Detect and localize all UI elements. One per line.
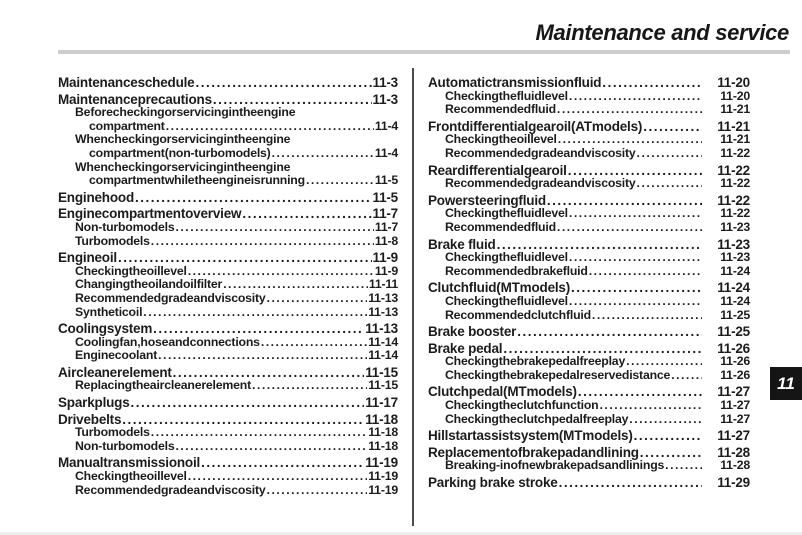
- leader-dots: [223, 278, 368, 292]
- leader-dots: [122, 413, 364, 427]
- toc-entry: [428, 459, 750, 473]
- leader-dots: [151, 235, 374, 249]
- toc-entry-label: Recommendedbrakefluid: [445, 263, 588, 278]
- toc-entry-label: Replacingtheaircleanerelement: [75, 378, 251, 393]
- leader-dots: [497, 238, 702, 252]
- toc-page-number: 11-27: [717, 384, 750, 400]
- leader-dots: [569, 295, 702, 309]
- toc-entry-label: Maintenanceschedule: [58, 75, 195, 90]
- leader-dots: [267, 484, 368, 498]
- leader-dots: [151, 426, 367, 440]
- toc-page-number: 11-25: [717, 324, 750, 340]
- toc-entry: [428, 221, 750, 235]
- toc-page-number: 11-7: [374, 219, 398, 234]
- toc-entry-label: Checkingthefluidlevel: [445, 293, 568, 308]
- toc-page-number: 11-23: [720, 250, 750, 265]
- toc-entry: [428, 194, 750, 208]
- leader-dots: [643, 120, 702, 134]
- toc-entry: [58, 349, 398, 363]
- leader-dots: [131, 396, 365, 410]
- toc-page-number: 11-22: [720, 206, 750, 221]
- leader-dots: [569, 251, 702, 265]
- toc-entry: [58, 336, 398, 350]
- leader-dots: [517, 325, 702, 339]
- toc-entry-label: Changingtheoilandoilfilter: [75, 277, 223, 292]
- toc-entry-label: Checkingthefluidlevel: [445, 88, 568, 103]
- leader-dots: [571, 281, 702, 295]
- toc-entry-label: Brake fluid: [428, 236, 496, 252]
- toc-entry-label: Recommendedfluid: [445, 219, 556, 234]
- leader-dots: [188, 470, 368, 484]
- toc-page-number: 11-4: [374, 118, 398, 133]
- leader-dots: [306, 174, 374, 188]
- leader-dots: [143, 306, 367, 320]
- toc-entry-label: Checkingthebrakepedalfreeplay: [445, 354, 626, 369]
- leader-dots: [665, 459, 702, 473]
- chapter-tab-11: 11: [770, 367, 802, 400]
- toc-entry: [428, 251, 750, 265]
- toc-entry-label: Coolingsystem: [58, 321, 153, 337]
- toc-entry: [428, 399, 750, 413]
- leader-dots: [153, 322, 364, 336]
- leader-dots: [267, 292, 368, 306]
- leader-dots: [558, 133, 702, 147]
- toc-page-number: 11-8: [374, 233, 398, 248]
- leader-dots: [118, 251, 372, 265]
- toc-entry: [428, 120, 750, 134]
- toc-entry-label: Enginehood: [58, 189, 134, 205]
- toc-entry: [58, 161, 398, 188]
- toc-page-number: 11-11: [368, 277, 398, 292]
- leader-dots: [671, 369, 702, 383]
- toc-entry-label: Enginecoolant: [75, 348, 158, 363]
- toc-entry-label: Whencheckingorservicingintheengine: [75, 159, 291, 174]
- leader-dots: [559, 476, 702, 490]
- toc-entry-label: Hillstartassistsystem(MTmodels): [428, 428, 633, 444]
- toc-entry-label: Recommendedgradeandviscosity: [75, 290, 266, 305]
- toc-page-number: 11-26: [720, 367, 750, 382]
- toc-entry-label: Brake booster: [428, 324, 517, 340]
- page-title: Maintenance and service: [535, 20, 789, 45]
- leader-dots: [242, 207, 371, 221]
- toc-entry-label: Coolingfan,hoseandconnections: [75, 334, 260, 349]
- toc-entry-label: compartment(non-turbomodels): [89, 145, 271, 160]
- toc-page-number: 11-17: [365, 395, 398, 411]
- toc-entry-label: Checkingthebrakepedalreservedistance: [445, 367, 671, 382]
- leader-dots: [602, 76, 702, 90]
- leader-dots: [600, 399, 703, 413]
- leader-dots: [213, 93, 372, 107]
- toc-entry-label: Engineoil: [58, 250, 117, 266]
- toc-page-number: 11-3: [372, 91, 398, 107]
- toc-page-number: 11-28: [720, 458, 750, 473]
- toc-entry-label: Automatictransmissionfluid: [428, 75, 602, 90]
- leader-dots: [201, 456, 364, 470]
- toc-entry-label: Replacementofbrakepadandlining: [428, 444, 639, 460]
- toc-column-right: [428, 76, 750, 490]
- toc-entry-label: Clutchpedal(MTmodels): [428, 384, 577, 400]
- leader-dots: [568, 164, 702, 178]
- toc-entry: [428, 76, 750, 90]
- toc-entry: [58, 278, 398, 292]
- toc-entry: [428, 342, 750, 356]
- toc-page-number: 11-5: [372, 189, 398, 205]
- toc-entry: [428, 238, 750, 252]
- toc-entry: [58, 235, 398, 249]
- toc-page-number: 11-20: [720, 88, 750, 103]
- leader-dots: [578, 385, 702, 399]
- leader-dots: [196, 76, 372, 90]
- toc-entry-label: Sparkplugs: [58, 395, 130, 411]
- toc-entry-label: Clutchfluid(MTmodels): [428, 280, 571, 296]
- leader-dots: [629, 413, 702, 427]
- toc-page-number: 11-27: [720, 398, 750, 413]
- toc-page-number: 11-21: [717, 118, 750, 134]
- toc-page-number: 11-9: [374, 263, 398, 278]
- toc-entry-label: Non-turbomodels: [75, 219, 175, 234]
- toc-entry: [428, 325, 750, 339]
- toc-page-number: 11-23: [717, 236, 750, 252]
- leader-dots: [640, 446, 702, 460]
- toc-entry: [428, 207, 750, 221]
- toc-page-number: 11-21: [720, 102, 750, 117]
- leader-dots: [589, 265, 702, 279]
- leader-dots: [634, 429, 702, 443]
- leader-dots: [626, 355, 702, 369]
- toc-page-number: 11-19: [365, 455, 398, 471]
- toc-entry: [58, 292, 398, 306]
- leader-dots: [261, 336, 367, 350]
- toc-page-number: 11-14: [368, 348, 398, 363]
- toc-entry: [58, 251, 398, 265]
- toc-entry: [58, 265, 398, 279]
- toc-page-number: 11-21: [720, 132, 750, 147]
- toc-entry: [58, 484, 398, 498]
- toc-page-number: 11-19: [368, 469, 398, 484]
- toc-page-number: 11-13: [365, 321, 398, 337]
- toc-entry-label: Reardifferentialgearoil: [428, 162, 567, 178]
- leader-dots: [175, 221, 373, 235]
- toc-page-number: 11-24: [717, 280, 750, 296]
- leader-dots: [592, 309, 702, 323]
- toc-entry-label: Syntheticoil: [75, 304, 143, 319]
- toc-entry-label: Frontdifferentialgearoil(ATmodels): [428, 118, 643, 134]
- toc-page-number: 11-5: [374, 173, 398, 188]
- toc-page-number: 11-26: [720, 354, 750, 369]
- toc-entry-label: Checkingtheoillevel: [445, 132, 557, 147]
- toc-entry: [428, 177, 750, 191]
- toc-page-number: 11-27: [717, 428, 750, 444]
- toc-page-number: 11-9: [372, 250, 398, 266]
- toc-entry: [428, 90, 750, 104]
- toc-entry-label: Breaking-inofnewbrakepadsandlinings: [445, 458, 665, 473]
- toc-page-number: 11-13: [368, 304, 398, 319]
- toc-page-number: 11-14: [368, 334, 398, 349]
- toc-entry-label: Brake pedal: [428, 340, 503, 356]
- leader-dots: [188, 265, 374, 279]
- toc-entry-label: Maintenanceprecautions: [58, 91, 212, 107]
- toc-entry-label: Checkingtheclutchpedalfreeplay: [445, 411, 629, 426]
- leader-dots: [135, 191, 372, 205]
- toc-entry: [58, 426, 398, 440]
- toc-entry: [58, 396, 398, 410]
- toc-page-number: 11-22: [720, 145, 750, 160]
- toc-page-number: 11-24: [720, 263, 750, 278]
- leader-dots: [557, 221, 702, 235]
- toc-entry-label: Checkingthefluidlevel: [445, 250, 568, 265]
- toc-entry: [428, 385, 750, 399]
- toc-page-number: 11-24: [720, 293, 750, 308]
- toc-entry: [58, 456, 398, 470]
- toc-entry-label: Aircleanerelement: [58, 364, 172, 380]
- toc-entry-label: Checkingtheoillevel: [75, 263, 187, 278]
- toc-entry: [58, 133, 398, 160]
- toc-page-number: 11-18: [365, 411, 398, 427]
- toc-page-number: 11-3: [372, 75, 398, 90]
- toc-entry: [428, 446, 750, 460]
- column-divider-rule: [412, 68, 414, 526]
- toc-entry: [58, 221, 398, 235]
- toc-page-number: 11-7: [372, 206, 398, 222]
- leader-dots: [569, 90, 702, 104]
- leader-dots: [557, 103, 702, 117]
- toc-entry-label: compartmentwhiletheengineisrunning: [89, 173, 305, 188]
- toc-entry-label: Enginecompartmentoverview: [58, 206, 242, 222]
- toc-page-number: 11-4: [374, 145, 398, 160]
- leader-dots: [166, 120, 374, 134]
- toc-entry-label: Non-turbomodels: [75, 438, 175, 453]
- leader-dots: [272, 147, 374, 161]
- toc-entry: [58, 306, 398, 320]
- leader-dots: [637, 147, 702, 161]
- toc-entry-label: Powersteeringfluid: [428, 192, 546, 208]
- toc-page-number: 11-20: [717, 75, 750, 90]
- toc-page-number: 11-18: [368, 438, 398, 453]
- toc-entry: [428, 413, 750, 427]
- toc-page-number: 11-22: [720, 176, 750, 191]
- toc-page-number: 11-22: [717, 162, 750, 178]
- leader-dots: [175, 440, 367, 454]
- title-underline-rule: [58, 50, 790, 54]
- toc-entry: [428, 147, 750, 161]
- toc-entry: [58, 379, 398, 393]
- toc-entry: [428, 355, 750, 369]
- toc-entry: [428, 164, 750, 178]
- toc-entry-label: Recommendedfluid: [445, 102, 556, 117]
- toc-entry: [428, 265, 750, 279]
- toc-page-number: 11-18: [368, 425, 398, 440]
- leader-dots: [569, 207, 702, 221]
- toc-entry: [428, 281, 750, 295]
- leader-dots: [173, 366, 365, 380]
- toc-entry-label: Recommendedclutchfluid: [445, 307, 591, 322]
- toc-entry: [428, 429, 750, 443]
- toc-entry: [58, 440, 398, 454]
- toc-entry-label: compartment: [89, 118, 165, 133]
- toc-entry-label: Recommendedgradeandviscosity: [445, 145, 636, 160]
- toc-page-number: 11-15: [368, 378, 398, 393]
- toc-entry-label: Checkingtheclutchfunction: [445, 398, 599, 413]
- toc-entry-label: Recommendedgradeandviscosity: [445, 176, 636, 191]
- leader-dots: [637, 177, 702, 191]
- toc-entry: [428, 133, 750, 147]
- toc-page-number: 11-23: [720, 219, 750, 234]
- toc-entry: [58, 413, 398, 427]
- leader-dots: [547, 194, 702, 208]
- toc-entry-label: Checkingthefluidlevel: [445, 206, 568, 221]
- toc-entry: [58, 76, 398, 90]
- toc-page-number: 11-13: [368, 290, 398, 305]
- toc-entry: [428, 476, 750, 490]
- toc-entry: [58, 93, 398, 107]
- toc-entry: [58, 322, 398, 336]
- toc-page-number: 11-15: [365, 364, 398, 380]
- toc-entry-label: Whencheckingorservicingintheengine: [75, 132, 291, 147]
- toc-page-number: 11-26: [717, 340, 750, 356]
- toc-entry: [428, 295, 750, 309]
- toc-page-number: 11-28: [717, 444, 750, 460]
- toc-entry-label: Turbomodels: [75, 233, 150, 248]
- toc-entry-label: Turbomodels: [75, 425, 150, 440]
- toc-entry: [58, 106, 398, 133]
- toc-page-number: 11-27: [720, 411, 750, 426]
- leader-dots: [252, 379, 367, 393]
- toc-entry: [428, 103, 750, 117]
- toc-entry-label: Drivebelts: [58, 411, 122, 427]
- toc-entry: [428, 369, 750, 383]
- toc-column-left: [58, 76, 398, 497]
- toc-entry: [58, 366, 398, 380]
- toc-entry: [428, 309, 750, 323]
- toc-entry: [58, 191, 398, 205]
- toc-entry: [58, 470, 398, 484]
- toc-entry-label: Parking brake stroke: [428, 475, 558, 491]
- toc-page-number: 11-19: [368, 482, 398, 497]
- toc-page-number: 11-22: [717, 192, 750, 208]
- toc-entry: [58, 207, 398, 221]
- leader-dots: [503, 342, 702, 356]
- leader-dots: [158, 349, 367, 363]
- toc-entry-label: Manualtransmissionoil: [58, 455, 201, 471]
- toc-page-number: 11-29: [717, 475, 750, 491]
- toc-entry-label: Beforecheckingorservicingintheengine: [75, 105, 296, 120]
- toc-page-number: 11-25: [720, 307, 750, 322]
- toc-entry-label: Checkingtheoillevel: [75, 469, 187, 484]
- toc-entry-label: Recommendedgradeandviscosity: [75, 482, 266, 497]
